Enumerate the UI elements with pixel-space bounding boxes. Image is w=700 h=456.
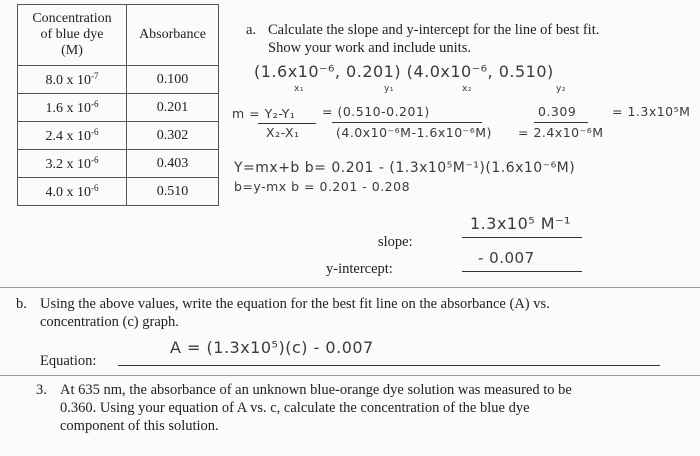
equation-label: Equation: xyxy=(40,353,97,369)
q3-line1: At 635 nm, the absorbance of an unknown blue-orange dye solution was measured to be xyxy=(60,382,572,398)
conc-exponent: -6 xyxy=(91,126,99,137)
header-concentration xyxy=(18,5,127,66)
header-absorbance: Absorbance xyxy=(127,5,219,66)
label-x2: x₂ xyxy=(462,84,472,94)
slope-frac-bottom: = 2.4x10⁻⁶M xyxy=(518,125,604,140)
conc-exponent: -6 xyxy=(91,98,99,109)
label-y2: y₂ xyxy=(556,84,566,94)
slope-result: = 1.3x10⁵M xyxy=(612,104,691,119)
slope-label: slope: xyxy=(378,234,413,250)
conc-mantissa: 3.2 x 10 xyxy=(45,156,91,172)
label-x1: x₁ xyxy=(294,84,304,94)
absorbance-cell: 0.100 xyxy=(127,66,219,94)
conc-mantissa: 2.4 x 10 xyxy=(45,128,91,144)
absorbance-cell: 0.403 xyxy=(127,150,219,178)
slope-formula-bottom: X₂-X₁ xyxy=(266,125,300,140)
concentration-cell xyxy=(18,178,127,206)
part-b-line1: Using the above values, write the equation for the best fit line on the absorbance (A) vs. xyxy=(40,296,550,312)
data-table xyxy=(17,4,219,206)
part-a-marker: a. xyxy=(246,22,257,38)
fraction-bar xyxy=(258,123,316,124)
concentration-cell xyxy=(18,94,127,122)
fraction-bar xyxy=(534,122,588,123)
concentration-cell xyxy=(18,150,127,178)
slope-sub-top: = (0.510-0.201) xyxy=(322,104,430,119)
table-row xyxy=(18,150,219,178)
part-a-line2: Show your work and include units. xyxy=(268,40,471,56)
handwritten-points: (1.6x10⁻⁶, 0.201) (4.0x10⁻⁶, 0.510) xyxy=(254,62,554,81)
intercept-answer: - 0.007 xyxy=(478,249,535,267)
absorbance-cell: 0.201 xyxy=(127,94,219,122)
absorbance-cell: 0.510 xyxy=(127,178,219,206)
fraction-bar xyxy=(332,122,482,123)
section-divider xyxy=(0,375,700,376)
intercept-equation: Y=mx+b b= 0.201 - (1.3x10⁵M⁻¹)(1.6x10⁻⁶M) xyxy=(234,160,576,176)
conc-mantissa: 4.0 x 10 xyxy=(45,184,91,200)
part-a-line1: Calculate the slope and y-intercept for the line of best fit. xyxy=(268,22,600,38)
label-y1: y₁ xyxy=(384,84,394,94)
header-concentration-line3: (M) xyxy=(61,43,83,58)
q3-line2: 0.360. Using your equation of A vs. c, calculate the concentration of the blue dye xyxy=(60,400,530,416)
conc-mantissa: 1.6 x 10 xyxy=(45,100,91,116)
table-row xyxy=(18,122,219,150)
conc-exponent: -6 xyxy=(91,182,99,193)
equation-line xyxy=(118,365,660,366)
conc-exponent: -6 xyxy=(91,154,99,165)
header-concentration-line2: of blue dye xyxy=(40,27,104,42)
slope-answer-line xyxy=(462,237,582,238)
intercept-equation-2: b=y-mx b = 0.201 - 0.208 xyxy=(234,179,411,194)
slope-formula-top: m = Y₂-Y₁ xyxy=(232,106,296,121)
intercept-label: y-intercept: xyxy=(326,261,393,277)
absorbance-cell: 0.302 xyxy=(127,122,219,150)
table-row xyxy=(18,94,219,122)
conc-exponent: -7 xyxy=(91,70,99,81)
section-divider xyxy=(0,287,700,288)
slope-answer: 1.3x10⁵ M⁻¹ xyxy=(470,214,571,233)
concentration-cell xyxy=(18,122,127,150)
slope-frac-top: 0.309 xyxy=(538,104,577,119)
part-b-marker: b. xyxy=(16,296,27,312)
intercept-answer-line xyxy=(462,271,582,272)
concentration-cell xyxy=(18,66,127,94)
equation-answer: A = (1.3x10⁵)(c) - 0.007 xyxy=(170,338,374,357)
header-concentration-line1: Concentration xyxy=(32,11,112,26)
conc-mantissa: 8.0 x 10 xyxy=(45,72,91,88)
table-row xyxy=(18,66,219,94)
slope-sub-bottom: (4.0x10⁻⁶M-1.6x10⁻⁶M) xyxy=(336,125,492,140)
table-row xyxy=(18,178,219,206)
q3-line3: component of this solution. xyxy=(60,418,219,434)
part-b-line2: concentration (c) graph. xyxy=(40,314,179,330)
q3-marker: 3. xyxy=(36,382,47,398)
